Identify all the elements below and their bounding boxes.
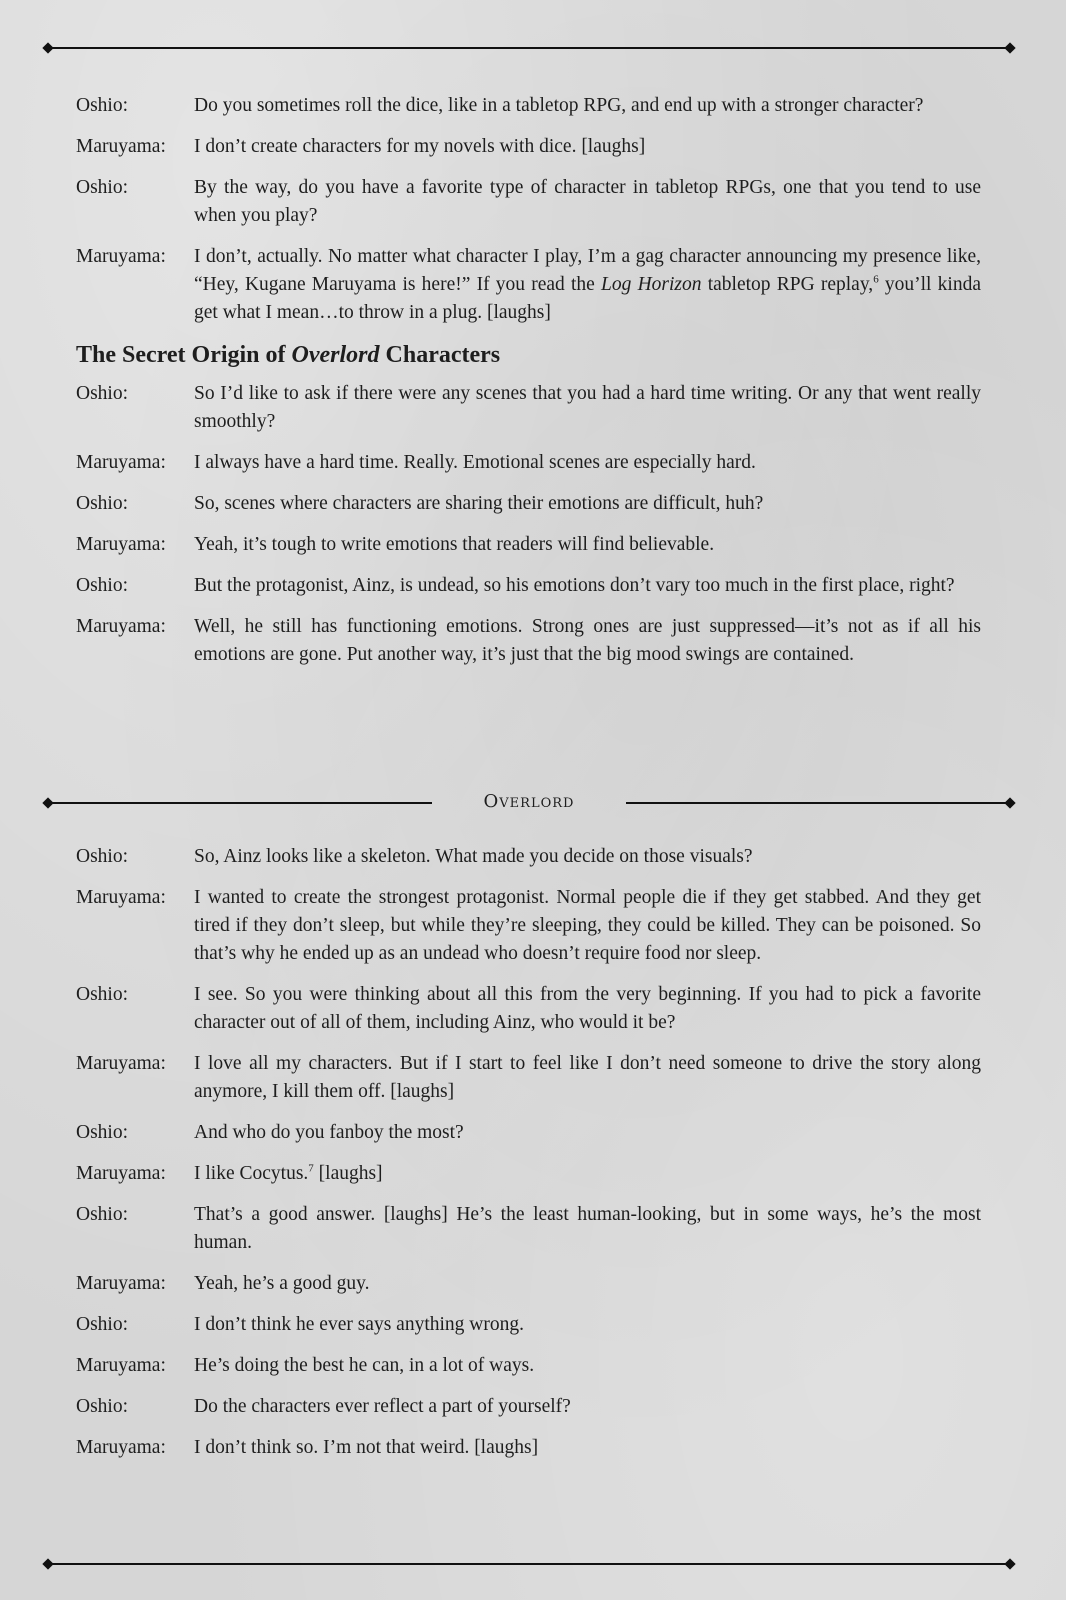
dialogue-text: I see. So you were thinking about all this from the very beginning. If you had to pick a favorite character out of all of them, including Ainz, who would it be? — [194, 984, 981, 1033]
speaker-label: Oshio: — [76, 984, 129, 1005]
dialogue-text: Well, he still has functioning emotions. Strong ones are just suppressed—it’s not as if all his emotions are gone. Put another way, it’s just that the big mood swings are contained. — [194, 616, 981, 665]
dialogue-entry — [76, 1160, 981, 1188]
speaker-label: Maruyama: — [76, 534, 166, 555]
text-run: you’ll kinda get what I mean…to throw in a plug. [laughs] — [194, 274, 981, 323]
speaker-label: Maruyama: — [76, 1273, 166, 1294]
dialogue-text: So I’d like to ask if there were any scenes that you had a hard time writing. Or any that went really smoothly? — [194, 383, 981, 432]
heading-text: Characters — [379, 342, 501, 368]
speaker-label: Oshio: — [76, 95, 129, 116]
speaker-label: Oshio: — [76, 1396, 129, 1417]
speaker-label: Maruyama: — [76, 616, 166, 637]
rule-diamond-icon — [1004, 1558, 1015, 1569]
dialogue-text: Yeah, it’s tough to write emotions that readers will find believable. — [194, 534, 715, 555]
interview-part-2 — [76, 843, 981, 1475]
section-divider — [44, 791, 1014, 812]
heading-text: The Secret Origin of — [76, 342, 292, 368]
dialogue-entry — [76, 1393, 981, 1421]
dialogue-entry — [76, 572, 981, 600]
dialogue-entry — [76, 1434, 981, 1462]
dialogue-entry — [76, 380, 981, 436]
bottom-rule — [44, 1559, 1014, 1569]
dialogue-text: I don’t create characters for my novels with dice. [laughs] — [194, 136, 646, 157]
dialogue-text: I wanted to create the strongest protagonist. Normal people die if they get stabbed. And they get tired if they don’t sleep, but while they’re sleeping, they could be killed. They can be poisoned. So that’s why he ended up as an undead who doesn’t require food nor sleep. — [194, 887, 981, 964]
text-run: I like Cocytus. — [194, 1163, 309, 1184]
footnote-marker[interactable]: 7 — [308, 1162, 314, 1175]
dialogue-text: By the way, do you have a favorite type of character in tabletop RPGs, one that you tend to use when you play? — [194, 177, 981, 226]
dialogue-text: Do you sometimes roll the dice, like in a tabletop RPG, and end up with a stronger character? — [194, 95, 924, 116]
rule-line — [52, 47, 1006, 49]
dialogue-entry — [76, 92, 981, 120]
dialogue-entry — [76, 174, 981, 230]
speaker-label: Maruyama: — [76, 1437, 166, 1458]
section-heading — [76, 340, 981, 370]
speaker-label: Oshio: — [76, 1314, 129, 1335]
dialogue-entry — [76, 1119, 981, 1147]
dialogue-entry — [76, 243, 981, 327]
speaker-label: Oshio: — [76, 575, 129, 596]
speaker-label: Maruyama: — [76, 1163, 166, 1184]
speaker-label: Maruyama: — [76, 136, 166, 157]
interview-part-1 — [76, 92, 981, 682]
speaker-label: Oshio: — [76, 1122, 129, 1143]
speaker-label: Oshio: — [76, 846, 129, 867]
dialogue-entry — [76, 1201, 981, 1257]
text-run: I don’t, actually. No matter what character I play, I’m a gag character announcing my presence like, “Hey, Kugane Maruyama is here!” If you read the — [194, 246, 981, 295]
dialogue-text — [194, 243, 981, 327]
rule-diamond-icon — [1004, 42, 1015, 53]
dialogue-entry — [76, 884, 981, 968]
dialogue-entry — [76, 449, 981, 477]
dialogue-entry — [76, 133, 981, 161]
dialogue-text: I love all my characters. But if I start to feel like I don’t need someone to drive the story along anymore, I kill them off. [laughs] — [194, 1053, 981, 1102]
footnote-marker[interactable]: 6 — [873, 273, 879, 286]
dialogue-text: I always have a hard time. Really. Emotional scenes are especially hard. — [194, 452, 756, 473]
rule-line — [626, 802, 1006, 804]
dialogue-entry — [76, 981, 981, 1037]
heading-italic: Overlord — [291, 342, 380, 368]
speaker-label: Maruyama: — [76, 246, 166, 267]
top-rule — [44, 43, 1014, 53]
dialogue-text — [194, 1160, 981, 1188]
dialogue-entry — [76, 1050, 981, 1106]
dialogue-text: He’s doing the best he can, in a lot of ways. — [194, 1355, 535, 1376]
dialogue-text: So, scenes where characters are sharing their emotions are difficult, huh? — [194, 493, 764, 514]
dialogue-entry — [76, 843, 981, 871]
dialogue-entry — [76, 1270, 981, 1298]
dialogue-entry — [76, 613, 981, 669]
dialogue-text: I don’t think he ever says anything wrong. — [194, 1314, 524, 1335]
dialogue-text: I don’t think so. I’m not that weird. [laughs] — [194, 1437, 539, 1458]
speaker-label: Maruyama: — [76, 1053, 166, 1074]
rule-line — [52, 1563, 1006, 1565]
speaker-label: Maruyama: — [76, 1355, 166, 1376]
divider-label: Overlord — [483, 791, 575, 812]
dialogue-text: But the protagonist, Ainz, is undead, so his emotions don’t vary too much in the first place, right? — [194, 575, 955, 596]
dialogue-text: That’s a good answer. [laughs] He’s the least human-looking, but in some ways, he’s the most human. — [194, 1204, 981, 1253]
speaker-label: Maruyama: — [76, 452, 166, 473]
dialogue-entry — [76, 490, 981, 518]
dialogue-entry — [76, 531, 981, 559]
dialogue-text: So, Ainz looks like a skeleton. What made you decide on those visuals? — [194, 846, 753, 867]
speaker-label: Oshio: — [76, 383, 129, 404]
dialogue-entry — [76, 1311, 981, 1339]
speaker-label: Oshio: — [76, 1204, 129, 1225]
speaker-label: Oshio: — [76, 177, 129, 198]
dialogue-entry — [76, 1352, 981, 1380]
speaker-label: Oshio: — [76, 493, 129, 514]
italic-title: Log Horizon — [601, 274, 702, 295]
dialogue-text: Do the characters ever reflect a part of yourself? — [194, 1396, 571, 1417]
dialogue-text: And who do you fanboy the most? — [194, 1122, 464, 1143]
speaker-label: Maruyama: — [76, 887, 166, 908]
dialogue-text: Yeah, he’s a good guy. — [194, 1273, 370, 1294]
text-run: [laughs] — [313, 1163, 383, 1184]
text-run: tabletop RPG replay, — [701, 274, 874, 295]
